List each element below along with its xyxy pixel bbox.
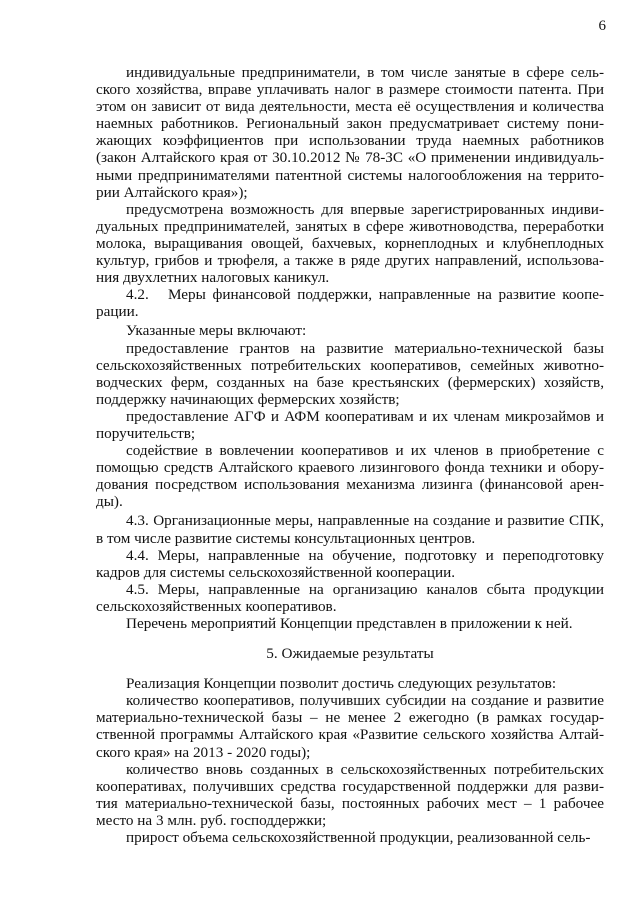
section-5-heading: 5. Ожидаемые результаты — [266, 645, 434, 663]
paragraph-result-jobs: количество вновь созданных в сельскохозяйственных потребительских кооперативах, получивших средства государственной поддержки для развития материально-технической базы, постоянных рабочих мест – 1 рабочее место на 3 млн. руб. господдержки; — [96, 760, 604, 829]
page-number: 6 — [598, 18, 606, 34]
section-4-2-text: Меры финансовой поддержки, направленные на развитие кооперации. — [96, 286, 604, 321]
paragraph-measures-include: Указанные меры включают: — [126, 322, 307, 340]
paragraph-patent-tax: индивидуальные предприниматели, в том числе занятые в сфере сельского хозяйства, вправе уплачивать налог в размере стоимости патента. При этом он зависит от вида деятельности, места её осуществления и количества наемных работников. Региональный закон предусматривает систему понижающих коэффициентов при использовании труда наемных работников (закон Алтайского края от 30.10.2012 № 78-ЗС «О применении индивидуальными предпринимателями патентной системы налогообложения на территории Алтайского края»); — [96, 64, 604, 201]
paragraph-tax-holidays: предусмотрена возможность для впервые зарегистрированных индивидуальных предпринимателей, занятых в сфере животноводства, переработки молока, выращивания овощей, бахчевых, корнеплодных и клубнеплодных культур, грибов и трюфеля, а также в ряде других направлений, использования двухлетних налоговых каникул. — [96, 200, 604, 287]
paragraph-leasing: содействие в вовлечении кооперативов и их членов в приобретение с помощью средств Алтайского краевого лизингового фонда техники и оборудования посредством использования механизма лизинга (финансовой аренды). — [96, 442, 604, 511]
document-body — [96, 64, 604, 846]
section-4-4: 4.4. Меры, направленные на обучение, подготовку и переподготовку кадров для системы сельскохозяйственной кооперации. — [96, 546, 604, 581]
paragraph-grants: предоставление грантов на развитие материально-технической базы сельскохозяйственных потребительских кооперативов, семейных животноводческих ферм, созданных на базе крестьянских (фермерских) хозяйств, поддержку начинающих фермерских хозяйств; — [96, 339, 604, 408]
paragraph-result-production-growth: прирост объема сельскохозяйственной продукции, реализованной сель- — [126, 829, 591, 847]
paragraph-activities-list: Перечень мероприятий Концепции представлен в приложении к ней. — [126, 615, 573, 632]
paragraph-result-subsidies: количество кооперативов, получивших субсидии на создание и развитие материально-технической базы – не менее 2 ежегодно (в рамках государственной программы Алтайского края «Развитие сельского хозяйства Алтайского края» на 2013 - 2020 годы); — [96, 692, 604, 761]
section-4-2-number: 4.2. — [126, 286, 149, 304]
paragraph-microloans: предоставление АГФ и АФМ кооперативам и их членам микрозаймов и поручительств; — [96, 407, 604, 442]
section-4-5: 4.5. Меры, направленные на организацию каналов сбыта продукции сельскохозяйственных кооперативов. — [96, 580, 604, 615]
section-4-2 — [96, 286, 604, 320]
section-4-3: 4.3. Организационные меры, направленные на создание и развитие СПК, в том числе развитие системы консультационных центров. — [96, 512, 604, 547]
paragraph-results-intro: Реализация Концепции позволит достичь следующих результатов: — [126, 675, 557, 693]
